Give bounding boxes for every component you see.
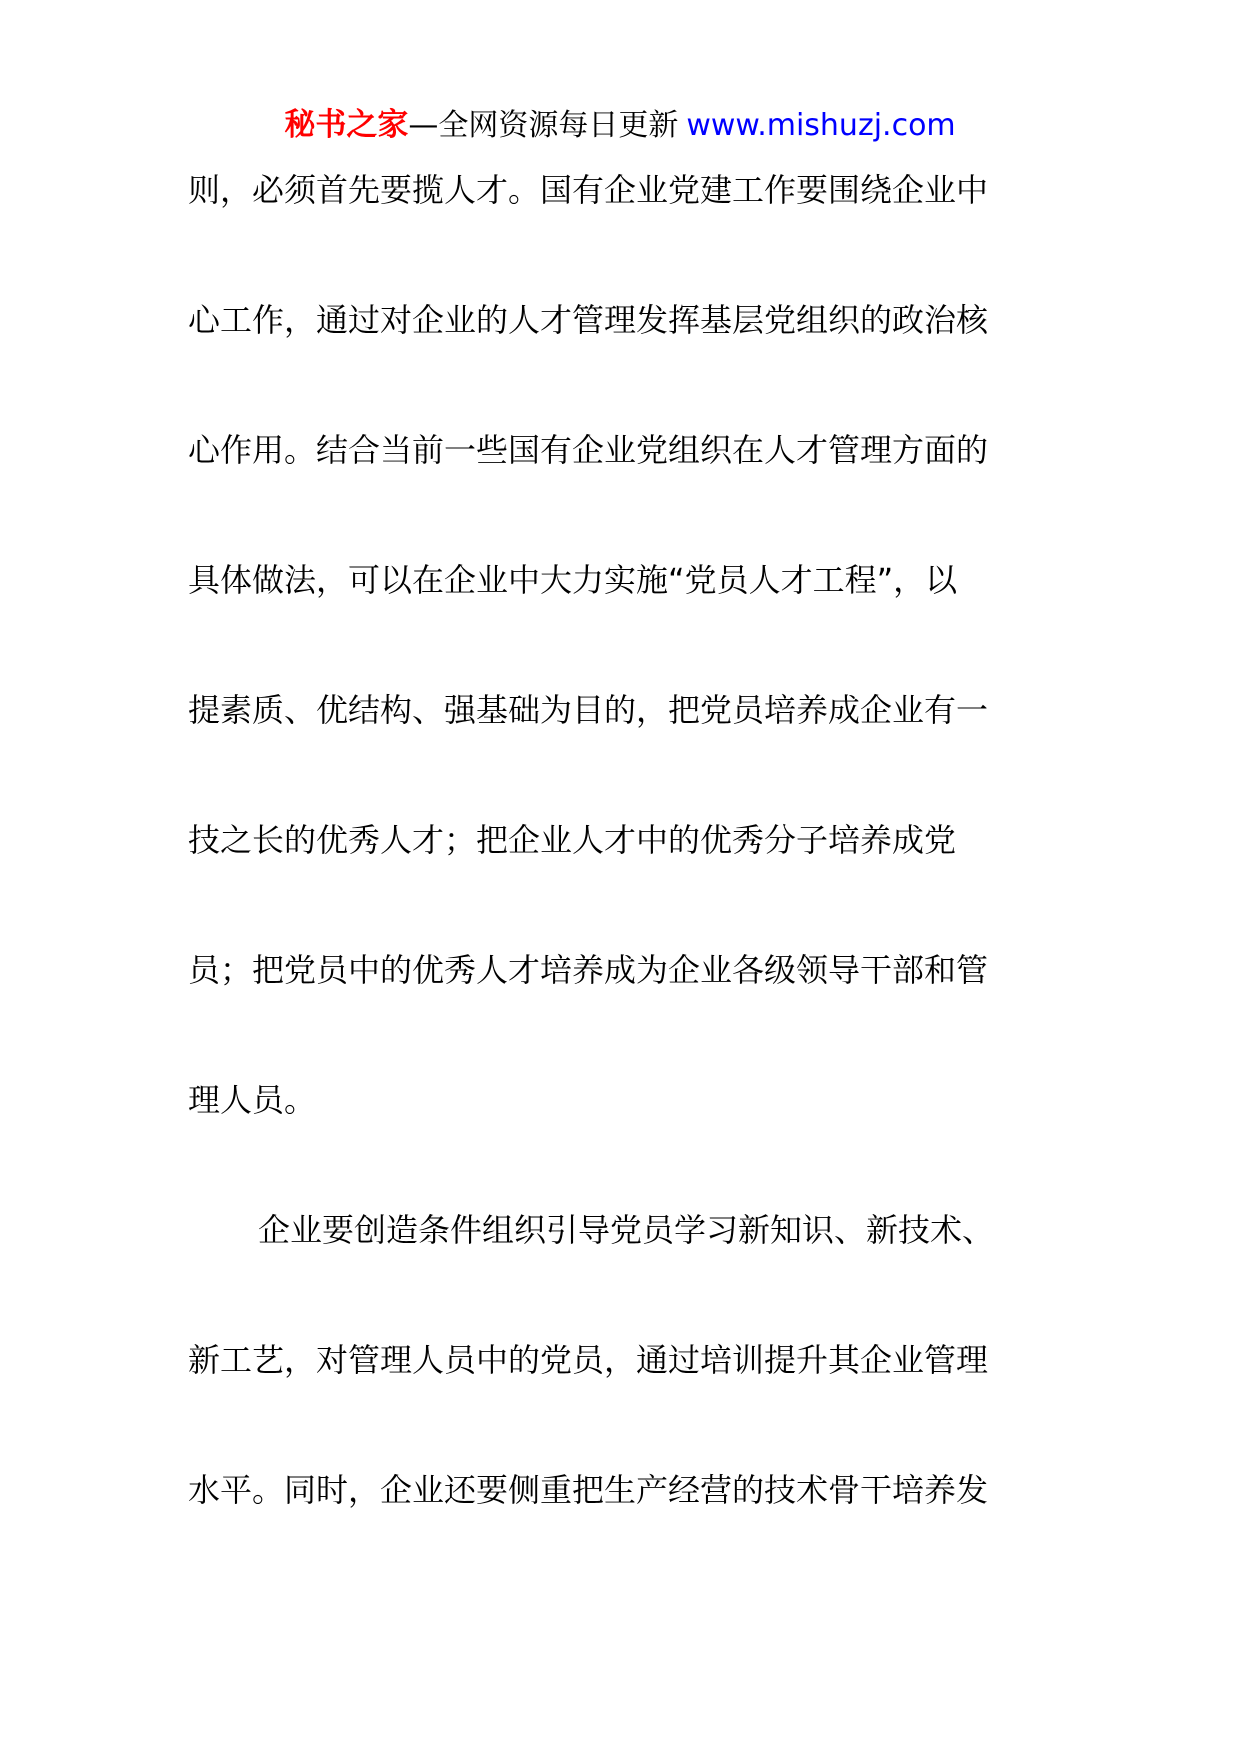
body-line: 则，必须首先要揽人才。国有企业党建工作要围绕企业中 <box>188 171 989 209</box>
body-line: 心作用。结合当前一些国有企业党组织在人才管理方面的 <box>188 431 989 469</box>
paragraph-first-line: 企业要创造条件组织引导党员学习新知识、新技术、 <box>258 1211 995 1249</box>
body-line: 具体做法，可以在企业中大力实施“党员人才工程”，以 <box>188 561 958 599</box>
body-line: 新工艺，对管理人员中的党员，通过培训提升其企业管理 <box>188 1341 989 1379</box>
brand-name: 秘书之家 <box>284 107 409 143</box>
body-line: 技之长的优秀人才；把企业人才中的优秀分子培养成党 <box>188 821 957 859</box>
body-line: 提素质、优结构、强基础为目的，把党员培养成企业有一 <box>188 691 989 729</box>
body-line: 水平。同时，企业还要侧重把生产经营的技术骨干培养发 <box>188 1471 989 1509</box>
body-line: 员；把党员中的优秀人才培养成为企业各级领导干部和管 <box>188 951 989 989</box>
body-line: 心工作，通过对企业的人才管理发挥基层党组织的政治核 <box>188 301 989 339</box>
body-line: 理人员。 <box>188 1081 317 1119</box>
page-header <box>0 98 1240 153</box>
header-tagline: —全网资源每日更新 <box>408 108 679 143</box>
site-url-link[interactable]: www.mishuzj.com <box>686 108 956 143</box>
